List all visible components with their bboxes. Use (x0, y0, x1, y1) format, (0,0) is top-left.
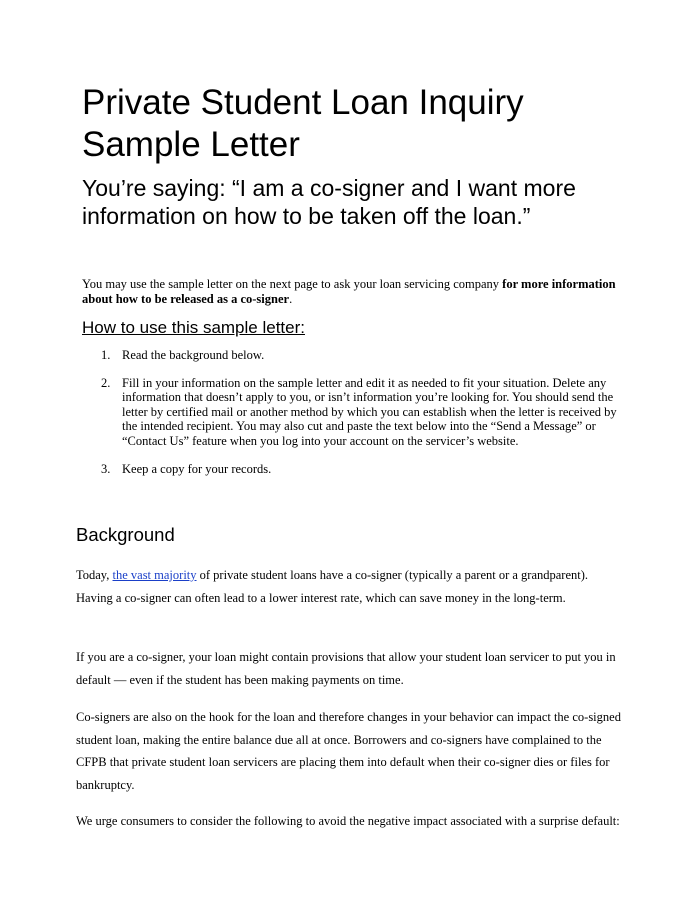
list-item (82, 376, 622, 449)
background-heading: Background (76, 524, 175, 545)
background-paragraph-3: Co-signers are also on the hook for the loan and therefore changes in your behavior can impact the co-signed student loan, making the entire balance due all at once. Borrowers and co-signers have complained to the CFPB that private student loan servicers are placing them into default when their co-signer dies or files for bankruptcy. (76, 710, 621, 792)
background-paragraph-2: If you are a co-signer, your loan might contain provisions that allow your student loan servicer to put you in default — even if the student has been making payments on time. (76, 650, 616, 687)
intro-paragraph (82, 277, 622, 306)
step-number: 1. (101, 348, 111, 362)
paragraph-text: of private student loans have a co-signer (typically a parent or a grandparent). Having a co-signer can often lead to a lower interest rate, which can save money in the long-term. (76, 568, 589, 605)
step-number: 3. (101, 462, 111, 476)
step-text: Fill in your information on the sample letter and edit it as needed to fit your situation. Delete any information that doesn’t apply to you, or isn’t information you’re looking for. You should send the letter by certified mail or another method by which you can establish when the letter is received by the intended recipient. You may also cut and paste the text below into the “Send a Message” or “Contact Us” feature when you log into your account on the servicer’s website. (122, 375, 617, 448)
list-item (82, 462, 622, 477)
background-paragraph-1 (76, 564, 621, 609)
step-text: Read the background below. (122, 348, 265, 362)
list-item (82, 348, 622, 363)
intro-bold-text: for more information about how to be released as a co-signer (82, 277, 616, 306)
vast-majority-link[interactable]: the vast majority (112, 568, 197, 582)
intro-text-end: . (289, 291, 293, 306)
howto-heading: How to use this sample letter: (82, 318, 305, 337)
page-title: Private Student Loan Inquiry Sample Letter (82, 83, 524, 164)
background-paragraph-4: We urge consumers to consider the following to avoid the negative impact associated with a surprise default: (76, 814, 620, 828)
step-number: 2. (101, 375, 111, 390)
paragraph-text: Today, (76, 568, 113, 582)
intro-text: You may use the sample letter on the next page to ask your loan servicing company (82, 277, 503, 291)
step-text: Keep a copy for your records. (122, 462, 272, 476)
howto-steps-list (82, 348, 622, 477)
page-subtitle: You’re saying: “I am a co-signer and I want more information on how to be taken off the loan.” (82, 175, 576, 229)
